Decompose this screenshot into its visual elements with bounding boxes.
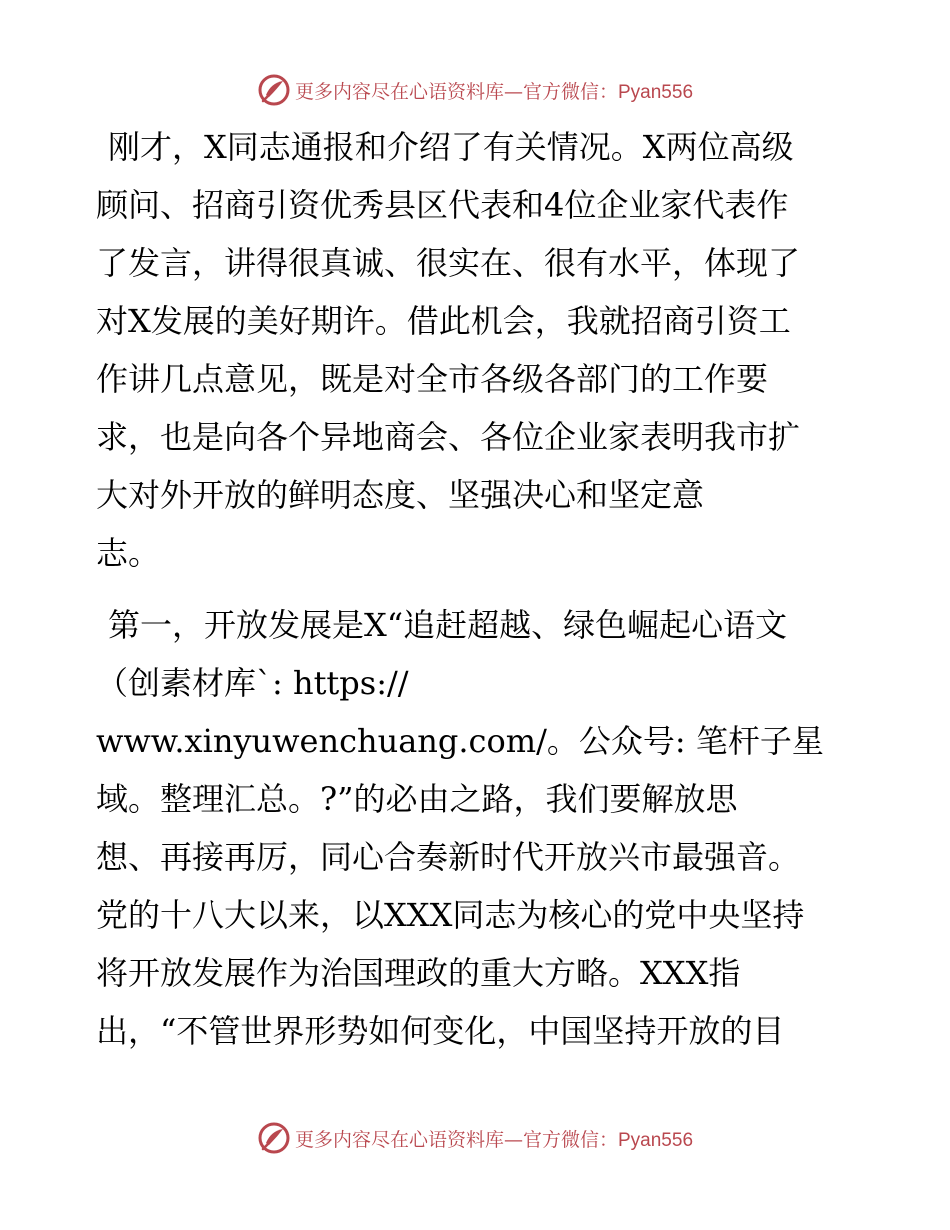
brand-logo-icon	[257, 1121, 291, 1155]
text-line: 党的十八大以来，以XXX同志为核心的党中央坚持	[96, 896, 805, 934]
text-line: www.xinyuwenchuang.com/。公众号: 笔杆子星	[96, 722, 824, 760]
text-line: 大对外开放的鲜明态度、坚强决心和坚定意	[96, 476, 705, 514]
text-line: 了发言，讲得很真诚、很实在、很有水平，体现了	[96, 244, 801, 282]
text-line: 刚才，X同志通报和介绍了有关情况。X两位高级	[108, 128, 794, 166]
text-line: 想、再接再厉，同心合奏新时代开放兴市最强音。	[96, 838, 801, 876]
text-line: 出，“不管世界形势如何变化，中国坚持开放的目	[96, 1012, 785, 1050]
text-line: 作讲几点意见，既是对全市各级各部门的工作要	[96, 360, 769, 398]
header-banner-text: 更多内容尽在心语资料库—官方微信：Pyan556	[294, 80, 694, 103]
text-line: （创素材库`: https://	[96, 664, 409, 702]
text-line: 将开放发展作为治国理政的重大方略。XXX指	[96, 954, 741, 992]
text-line: 第一，开放发展是X“追赶超越、绿色崛起心语文	[108, 606, 788, 644]
text-line: 对X发展的美好期许。借此机会，我就招商引资工	[96, 302, 791, 340]
header-banner	[0, 70, 950, 110]
text-line: 志。	[96, 534, 161, 572]
document-body	[96, 118, 866, 1060]
text-line: 域。整理汇总。?”的必由之路，我们要解放思	[96, 780, 738, 818]
footer-banner-text: 更多内容尽在心语资料库—官方微信：Pyan556	[294, 1128, 694, 1151]
brand-logo-icon	[257, 73, 291, 107]
footer-banner	[0, 1118, 950, 1158]
text-line: 求，也是向各个异地商会、各位企业家表明我市扩	[96, 418, 801, 456]
text-line: 顾问、招商引资优秀县区代表和4位企业家代表作	[96, 186, 789, 224]
